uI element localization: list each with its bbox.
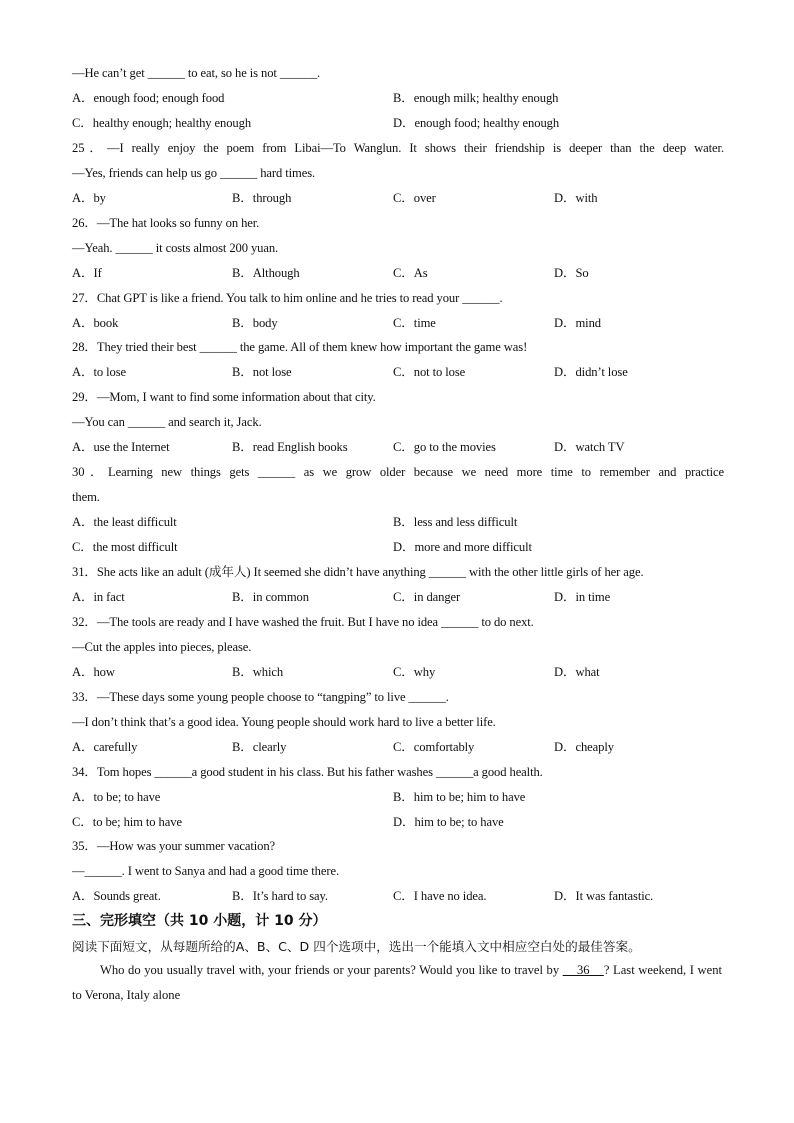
answer-option[interactable]: D．didn’t lose <box>554 365 628 379</box>
question-text: 27．Chat GPT is like a friend. You talk to him online and he tries to read your ______. <box>72 291 503 305</box>
question-text: 28．They tried their best ______ the game. All of them knew how important the game was! <box>72 340 528 354</box>
answer-option[interactable]: B．It’s hard to say. <box>232 889 328 903</box>
answer-option[interactable]: B．body <box>232 316 278 330</box>
question-text: 33．—These days some young people choose to “tangping” to live ______. <box>72 690 449 704</box>
answer-option[interactable]: D．what <box>554 665 600 679</box>
answer-option[interactable]: B．Although <box>232 266 300 280</box>
question-text: —Yeah. ______ it costs almost 200 yuan. <box>72 241 279 255</box>
answer-option[interactable]: D．It was fantastic. <box>554 889 654 903</box>
answer-option[interactable]: C．not to lose <box>393 365 466 379</box>
answer-option[interactable]: B．in common <box>232 590 309 604</box>
answer-option[interactable]: C．why <box>393 665 436 679</box>
question-text: 30．Learning new things gets ______ as we grow older because we need more time to remember and practice <box>72 465 724 479</box>
question-text: —I don’t think that’s a good idea. Young people should work hard to live a better life. <box>72 715 496 729</box>
answer-option[interactable]: D．enough food; healthy enough <box>393 116 560 130</box>
answer-option[interactable]: C．the most difficult <box>72 540 178 554</box>
answer-option[interactable]: B．him to be; him to have <box>393 790 526 804</box>
passage-text-before: Who do you usually travel with, your friends or your parents? Would you like to travel by <box>100 963 563 977</box>
section-instruction: 阅读下面短文，从每题所给的A、B、C、D 四个选项中，选出一个能填入文中相应空白处的最佳答案。 <box>72 939 641 954</box>
question-text: —He can’t get ______ to eat, so he is not ______. <box>72 66 321 80</box>
question-text: 25．—I really enjoy the poem from Libai—To Wanglun. It shows their friendship is deeper than the deep water. <box>72 141 724 155</box>
answer-option[interactable]: A．the least difficult <box>72 515 177 529</box>
answer-option[interactable]: D．watch TV <box>554 440 625 454</box>
answer-option[interactable]: C．go to the movies <box>393 440 496 454</box>
answer-option[interactable]: D．So <box>554 266 589 280</box>
passage-text-after: ? Last weekend, I went to Verona, Italy alone <box>72 963 722 1002</box>
question-text: 32．—The tools are ready and I have washed the fruit. But I have no idea ______ to do next. <box>72 615 534 629</box>
answer-option[interactable]: B．read English books <box>232 440 348 454</box>
answer-option[interactable]: C．healthy enough; healthy enough <box>72 116 252 130</box>
answer-option[interactable]: C．As <box>393 266 428 280</box>
answer-option[interactable]: D．him to be; to have <box>393 815 504 829</box>
answer-option[interactable]: A．how <box>72 665 115 679</box>
answer-option[interactable]: B．through <box>232 191 292 205</box>
answer-option[interactable]: D．in time <box>554 590 611 604</box>
answer-option[interactable]: B．enough milk; healthy enough <box>393 91 559 105</box>
cloze-blank-36: 36 <box>562 963 604 977</box>
answer-option[interactable]: A．in fact <box>72 590 125 604</box>
question-text: —Yes, friends can help us go ______ hard times. <box>72 166 316 180</box>
answer-option[interactable]: A．enough food; enough food <box>72 91 225 105</box>
answer-option[interactable]: A．by <box>72 191 106 205</box>
answer-option[interactable]: B．not lose <box>232 365 292 379</box>
question-text: 26．—The hat looks so funny on her. <box>72 216 260 230</box>
answer-option[interactable]: C．I have no idea. <box>393 889 487 903</box>
answer-option[interactable]: B．less and less difficult <box>393 515 518 529</box>
answer-option[interactable]: D．with <box>554 191 598 205</box>
answer-option[interactable]: C．to be; him to have <box>72 815 182 829</box>
question-text: 31．She acts like an adult (成年人) It seemed she didn’t have anything ______ with the other little girls of her age. <box>72 565 644 579</box>
answer-option[interactable]: A．If <box>72 266 102 280</box>
question-text: —______. I went to Sanya and had a good time there. <box>72 864 340 878</box>
question-text: —You can ______ and search it, Jack. <box>72 415 262 429</box>
answer-option[interactable]: A．Sounds great. <box>72 889 161 903</box>
answer-option[interactable]: A．carefully <box>72 740 138 754</box>
answer-option[interactable]: A．to be; to have <box>72 790 161 804</box>
answer-option[interactable]: C．in danger <box>393 590 461 604</box>
answer-option[interactable]: A．book <box>72 316 119 330</box>
answer-option[interactable]: C．time <box>393 316 436 330</box>
question-text: them. <box>72 490 100 504</box>
question-text: 35．—How was your summer vacation? <box>72 839 276 853</box>
answer-option[interactable]: B．which <box>232 665 284 679</box>
answer-option[interactable]: C．over <box>393 191 436 205</box>
answer-option[interactable]: D．mind <box>554 316 601 330</box>
cloze-passage <box>72 958 722 1008</box>
question-text: —Cut the apples into pieces, please. <box>72 640 252 654</box>
question-text: 34．Tom hopes ______a good student in his class. But his father washes ______a good health. <box>72 765 543 779</box>
answer-option[interactable]: B．clearly <box>232 740 287 754</box>
answer-option[interactable]: A．to lose <box>72 365 127 379</box>
question-text: 29．—Mom, I want to find some information about that city. <box>72 390 376 404</box>
answer-option[interactable]: A．use the Internet <box>72 440 170 454</box>
section-title: 三、完形填空（共 10 小题，计 10 分） <box>72 913 327 929</box>
answer-option[interactable]: D．cheaply <box>554 740 614 754</box>
answer-option[interactable]: D．more and more difficult <box>393 540 532 554</box>
answer-option[interactable]: C．comfortably <box>393 740 475 754</box>
